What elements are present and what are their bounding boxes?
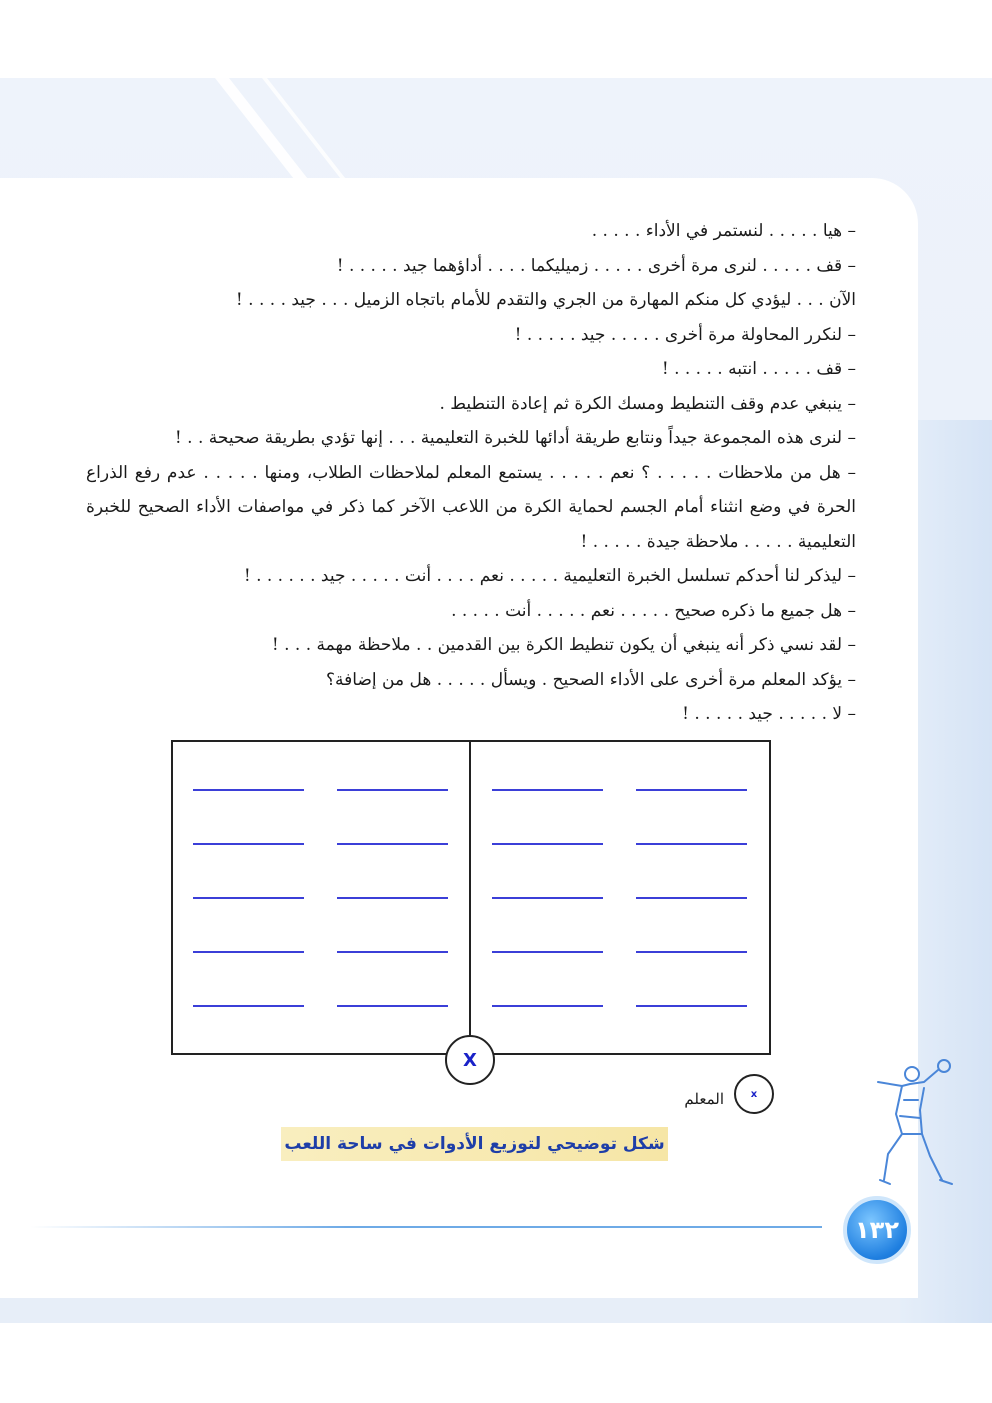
play-area-diagram bbox=[171, 740, 771, 1055]
tool-line bbox=[193, 1005, 304, 1007]
tool-line bbox=[492, 1005, 603, 1007]
tool-line bbox=[492, 897, 603, 899]
tool-line bbox=[636, 843, 747, 845]
dialogue-line: – لنكرر المحاولة مرة أخرى . . . . . جيد . . . . . ! bbox=[514, 324, 856, 345]
tool-line bbox=[636, 789, 747, 791]
dialogue-line: – ليذكر لنا أحدكم تسلسل الخبرة التعليمية . . . . . نعم . . . . أنت . . . . . جيد . . . . . . ! bbox=[243, 566, 856, 586]
tool-line bbox=[193, 897, 304, 899]
basketball-player-icon bbox=[858, 1056, 954, 1190]
center-line bbox=[469, 742, 471, 1053]
legend-teacher-label: المعلم bbox=[684, 1090, 724, 1108]
dialogue-line: – يؤكد المعلم مرة أخرى على الأداء الصحيح . ويسأل . . . . . هل من إضافة؟ bbox=[326, 669, 856, 690]
dialogue-line: – هل جميع ما ذكره صحيح . . . . . نعم . . . . . أنت . . . . . bbox=[451, 600, 856, 621]
tool-line bbox=[337, 951, 448, 953]
dialogue-line: – لنرى هذه المجموعة جيداً ونتابع طريقة أدائها للخبرة التعليمية . . . إنها تؤدي بطريقة صحيحة . . ! bbox=[174, 428, 856, 448]
tool-line bbox=[492, 843, 603, 845]
legend-teacher-symbol: x bbox=[734, 1074, 774, 1114]
tool-line bbox=[193, 789, 304, 791]
tool-line bbox=[337, 897, 448, 899]
dialogue-line: – لا . . . . . جيد . . . . . ! bbox=[682, 704, 856, 724]
dialogue-line: – قف . . . . . انتبه . . . . . ! bbox=[661, 359, 856, 379]
tool-line bbox=[492, 951, 603, 953]
dialogue-line: – ينبغي عدم وقف التنطيط ومسك الكرة ثم إعادة التنطيط . bbox=[439, 393, 856, 414]
diagram-caption: شكل توضيحي لتوزيع الأدوات في ساحة اللعب bbox=[281, 1127, 668, 1161]
tool-line bbox=[193, 951, 304, 953]
dialogue-line: الآن . . . ليؤدي كل منكم المهارة من الجري والتقدم للأمام باتجاه الزميل . . . جيد . . . . ! bbox=[235, 290, 856, 310]
footer-rule bbox=[30, 1226, 822, 1228]
tool-line bbox=[337, 1005, 448, 1007]
dialogue-text bbox=[86, 214, 856, 732]
tool-line bbox=[193, 843, 304, 845]
tool-line bbox=[636, 951, 747, 953]
dialogue-line: – لقد نسي ذكر أنه ينبغي أن يكون تنطيط الكرة بين القدمين . . ملاحظة مهمة . . . ! bbox=[271, 635, 856, 655]
dialogue-line: – هيا . . . . . لنستمر في الأداء . . . . . bbox=[591, 221, 856, 241]
tool-line bbox=[492, 789, 603, 791]
tool-line bbox=[337, 789, 448, 791]
tool-line bbox=[636, 1005, 747, 1007]
page-number: ١٣٢ bbox=[843, 1196, 911, 1264]
dialogue-line: – قف . . . . . لنرى مرة أخرى . . . . . زميليكما . . . . أداؤهما جيد . . . . . ! bbox=[336, 255, 856, 276]
tool-line bbox=[337, 843, 448, 845]
dialogue-paragraph: – هل من ملاحظات . . . . . ؟ نعم . . . . . يستمع المعلم لملاحظات الطلاب، ومنها . . . . . عدم رفع الذراع الحرة في وضع انثناء أمام الجسم لحماية الكرة من اللاعب الآخر كما ذكر في مواصفات الأداء الصحيح للخبرة التعليمية . . . . . ملاحظة جيدة . . . . . ! bbox=[86, 462, 856, 552]
teacher-position-marker: X bbox=[445, 1035, 495, 1085]
tool-line bbox=[636, 897, 747, 899]
